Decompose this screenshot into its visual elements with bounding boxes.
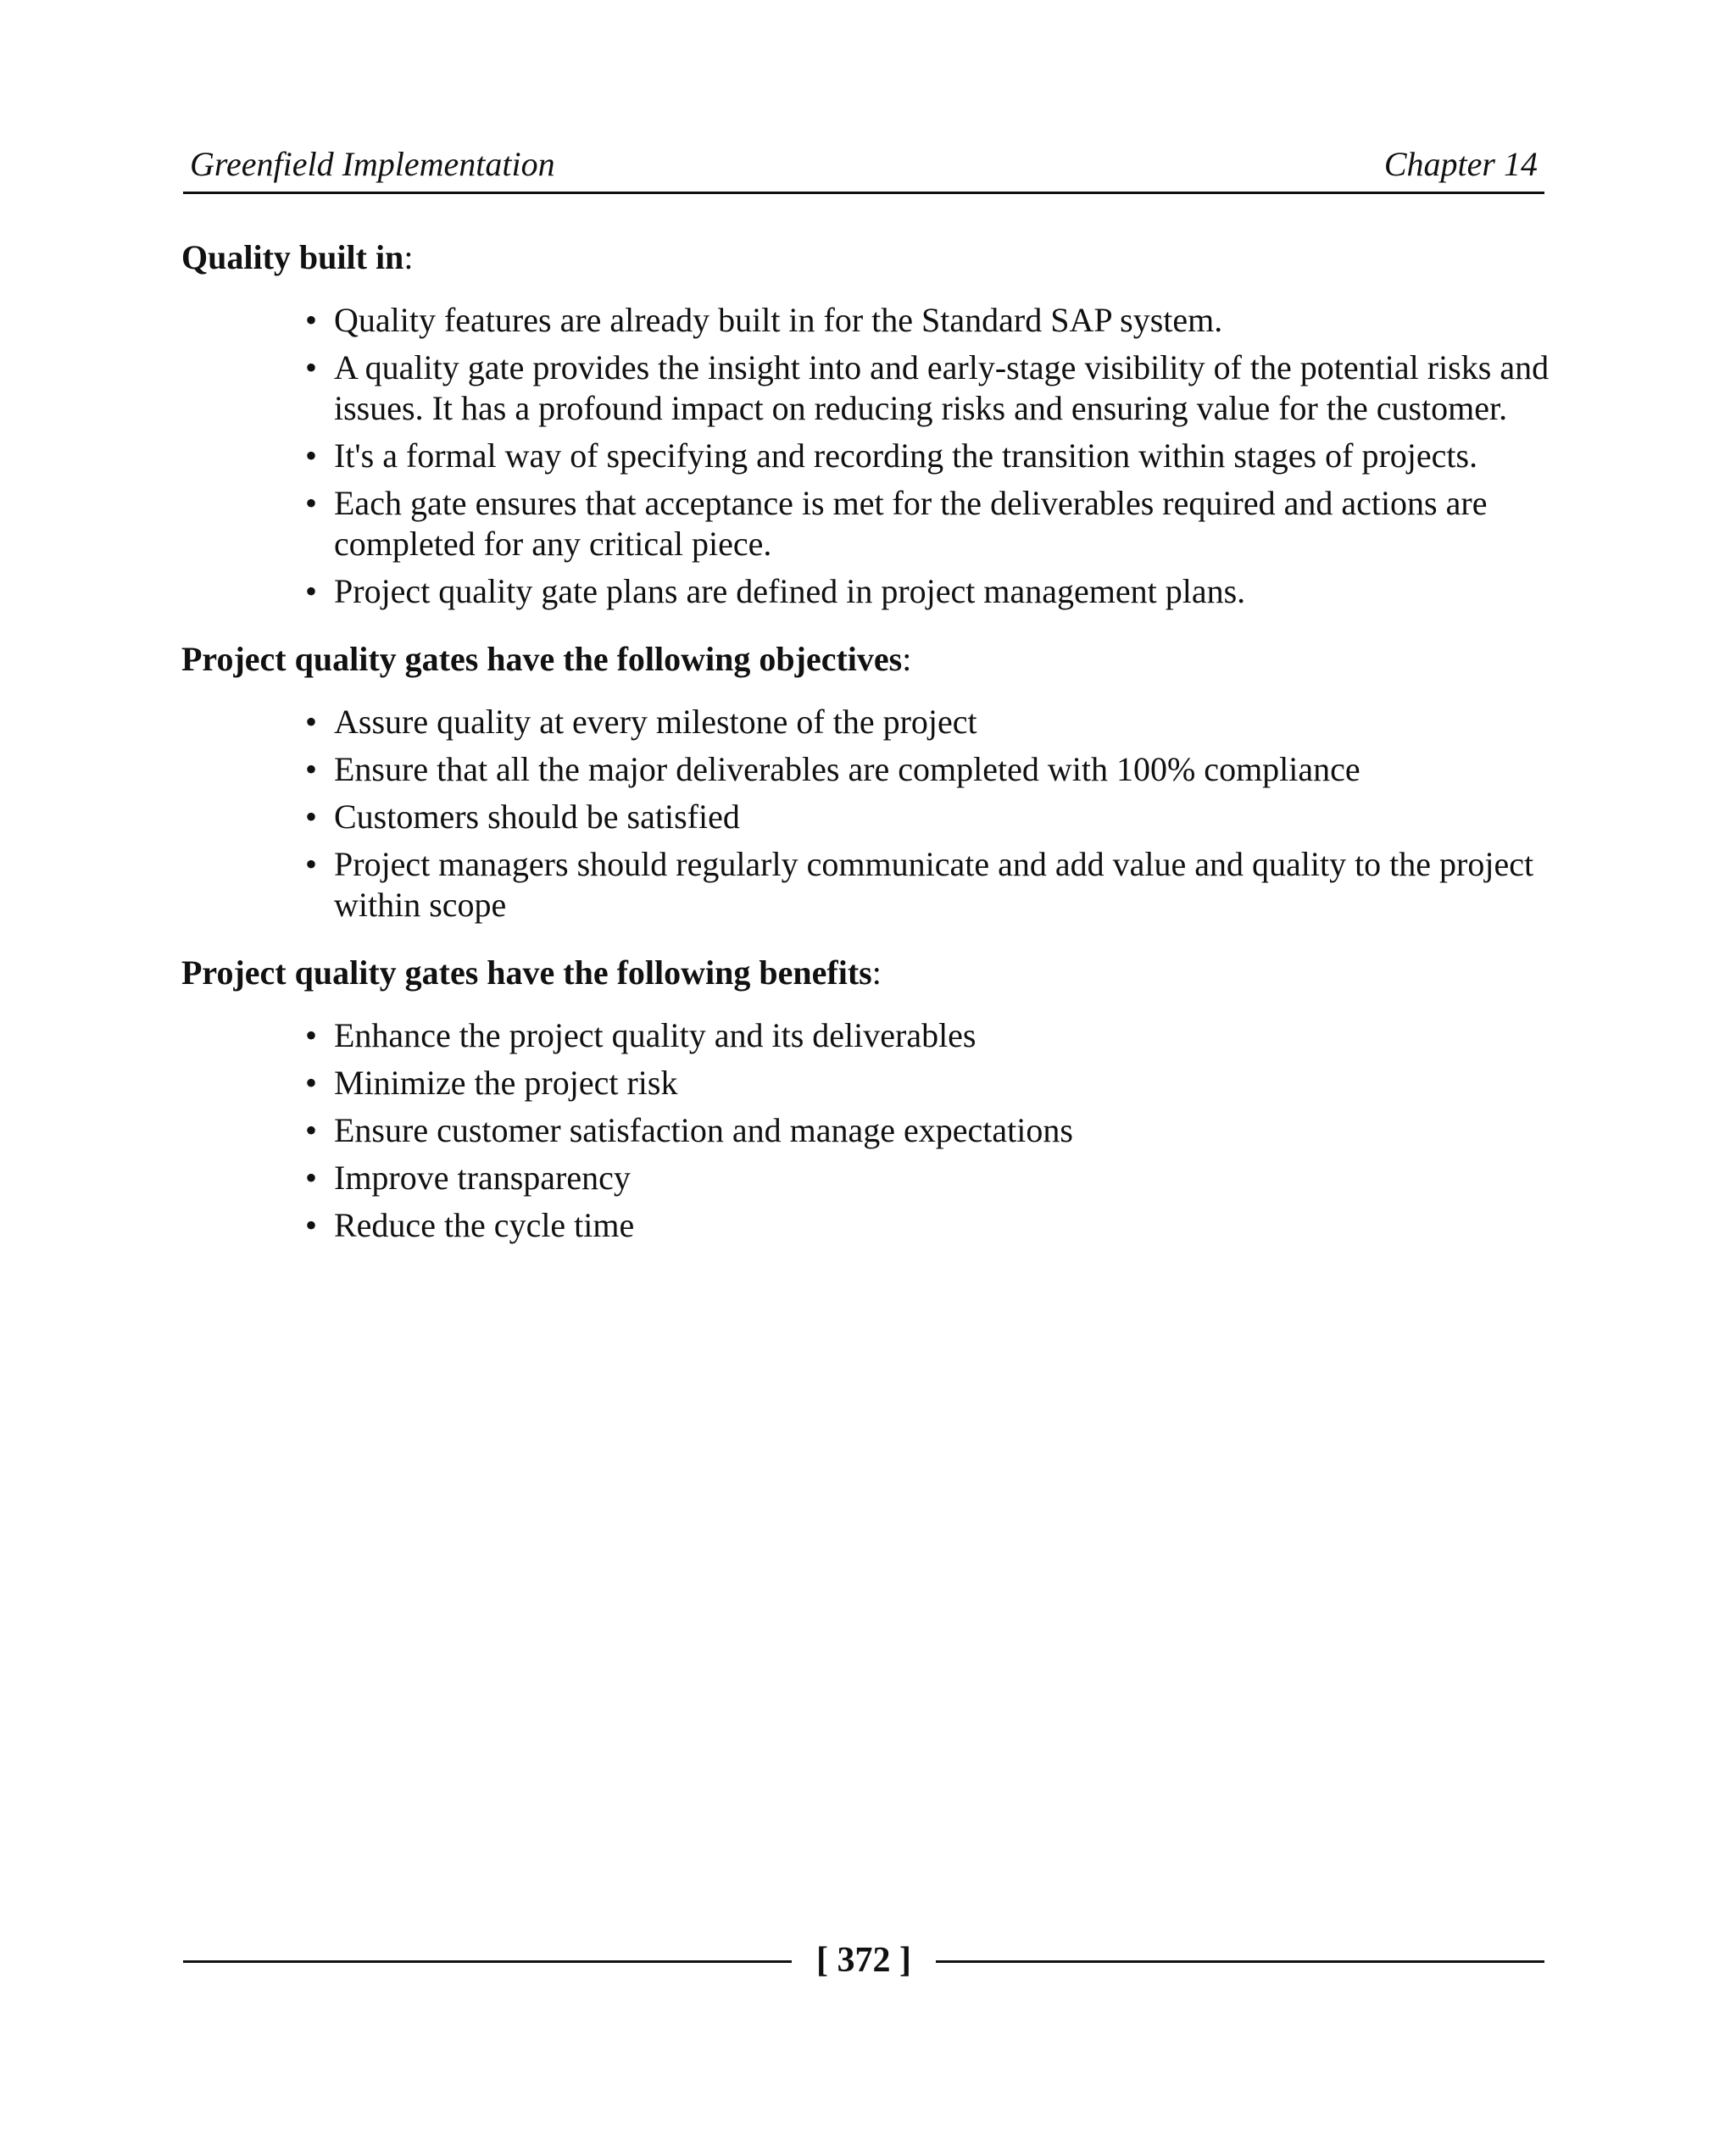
bullet-icon: • bbox=[305, 1064, 318, 1102]
list-item bbox=[305, 571, 1555, 612]
section-heading-quality-built-in bbox=[181, 237, 1555, 278]
bullet-list-benefits bbox=[181, 1015, 1555, 1246]
bullet-icon: • bbox=[305, 1111, 318, 1149]
list-item-text: Assure quality at every milestone of the project bbox=[334, 703, 977, 741]
bullet-icon: • bbox=[305, 348, 318, 386]
list-item bbox=[305, 797, 1555, 837]
list-item bbox=[305, 1015, 1555, 1056]
footer-rule-right bbox=[936, 1960, 1544, 1963]
section-heading-text: Project quality gates have the following benefits bbox=[181, 953, 872, 992]
list-item-text: Project managers should regularly communicate and add value and quality to the project within scope bbox=[334, 845, 1534, 924]
section-heading-text: Quality built in bbox=[181, 238, 404, 276]
bullet-icon: • bbox=[305, 1206, 318, 1244]
list-item bbox=[305, 436, 1555, 476]
header-chapter: Chapter 14 bbox=[1383, 145, 1538, 183]
page-number: [ 372 ] bbox=[816, 1941, 911, 1980]
list-item bbox=[305, 483, 1555, 564]
list-item-text: Improve transparency bbox=[334, 1159, 631, 1197]
bullet-icon: • bbox=[305, 301, 318, 339]
list-item bbox=[305, 749, 1555, 790]
bullet-list-quality-built-in bbox=[181, 300, 1555, 612]
list-item-text: Project quality gate plans are defined in project management plans. bbox=[334, 572, 1246, 610]
list-item bbox=[305, 347, 1555, 429]
bullet-icon: • bbox=[305, 1159, 318, 1197]
list-item-text: Each gate ensures that acceptance is met for the deliverables required and actions are completed for any critical piece. bbox=[334, 484, 1488, 563]
bullet-icon: • bbox=[305, 703, 318, 741]
bullet-icon: • bbox=[305, 845, 318, 883]
list-item-text: Minimize the project risk bbox=[334, 1064, 678, 1102]
list-item bbox=[305, 1110, 1555, 1151]
heading-colon: : bbox=[871, 953, 882, 992]
list-item-text: Ensure customer satisfaction and manage expectations bbox=[334, 1111, 1073, 1149]
bullet-icon: • bbox=[305, 750, 318, 788]
list-item bbox=[305, 1063, 1555, 1103]
section-heading-text: Project quality gates have the following objectives bbox=[181, 640, 903, 678]
list-item bbox=[305, 844, 1555, 925]
bullet-icon: • bbox=[305, 798, 318, 836]
bullet-list-objectives bbox=[181, 702, 1555, 925]
list-item-text: Reduce the cycle time bbox=[334, 1206, 635, 1244]
heading-colon: : bbox=[403, 238, 414, 276]
section-heading-objectives bbox=[181, 639, 1555, 680]
page-content bbox=[181, 237, 1555, 1273]
bullet-icon: • bbox=[305, 436, 318, 475]
list-item-text: Ensure that all the major deliverables are completed with 100% compliance bbox=[334, 750, 1360, 788]
list-item-text: Customers should be satisfied bbox=[334, 798, 740, 836]
bullet-icon: • bbox=[305, 1016, 318, 1054]
list-item-text: Enhance the project quality and its deliverables bbox=[334, 1016, 976, 1054]
list-item bbox=[305, 300, 1555, 341]
list-item-text: A quality gate provides the insight into and early-stage visibility of the potential risks and issues. It has a profound impact on reducing risks and ensuring value for the customer. bbox=[334, 348, 1550, 427]
page-footer bbox=[183, 1937, 1544, 1987]
bullet-icon: • bbox=[305, 572, 318, 610]
list-item bbox=[305, 1158, 1555, 1198]
header-book-section: Greenfield Implementation bbox=[190, 145, 555, 183]
bullet-icon: • bbox=[305, 484, 318, 522]
section-heading-benefits bbox=[181, 953, 1555, 993]
list-item-text: It's a formal way of specifying and recording the transition within stages of projects. bbox=[334, 436, 1478, 475]
heading-colon: : bbox=[902, 640, 912, 678]
running-header bbox=[183, 141, 1544, 194]
list-item bbox=[305, 702, 1555, 742]
list-item-text: Quality features are already built in for the Standard SAP system. bbox=[334, 301, 1223, 339]
list-item bbox=[305, 1205, 1555, 1246]
